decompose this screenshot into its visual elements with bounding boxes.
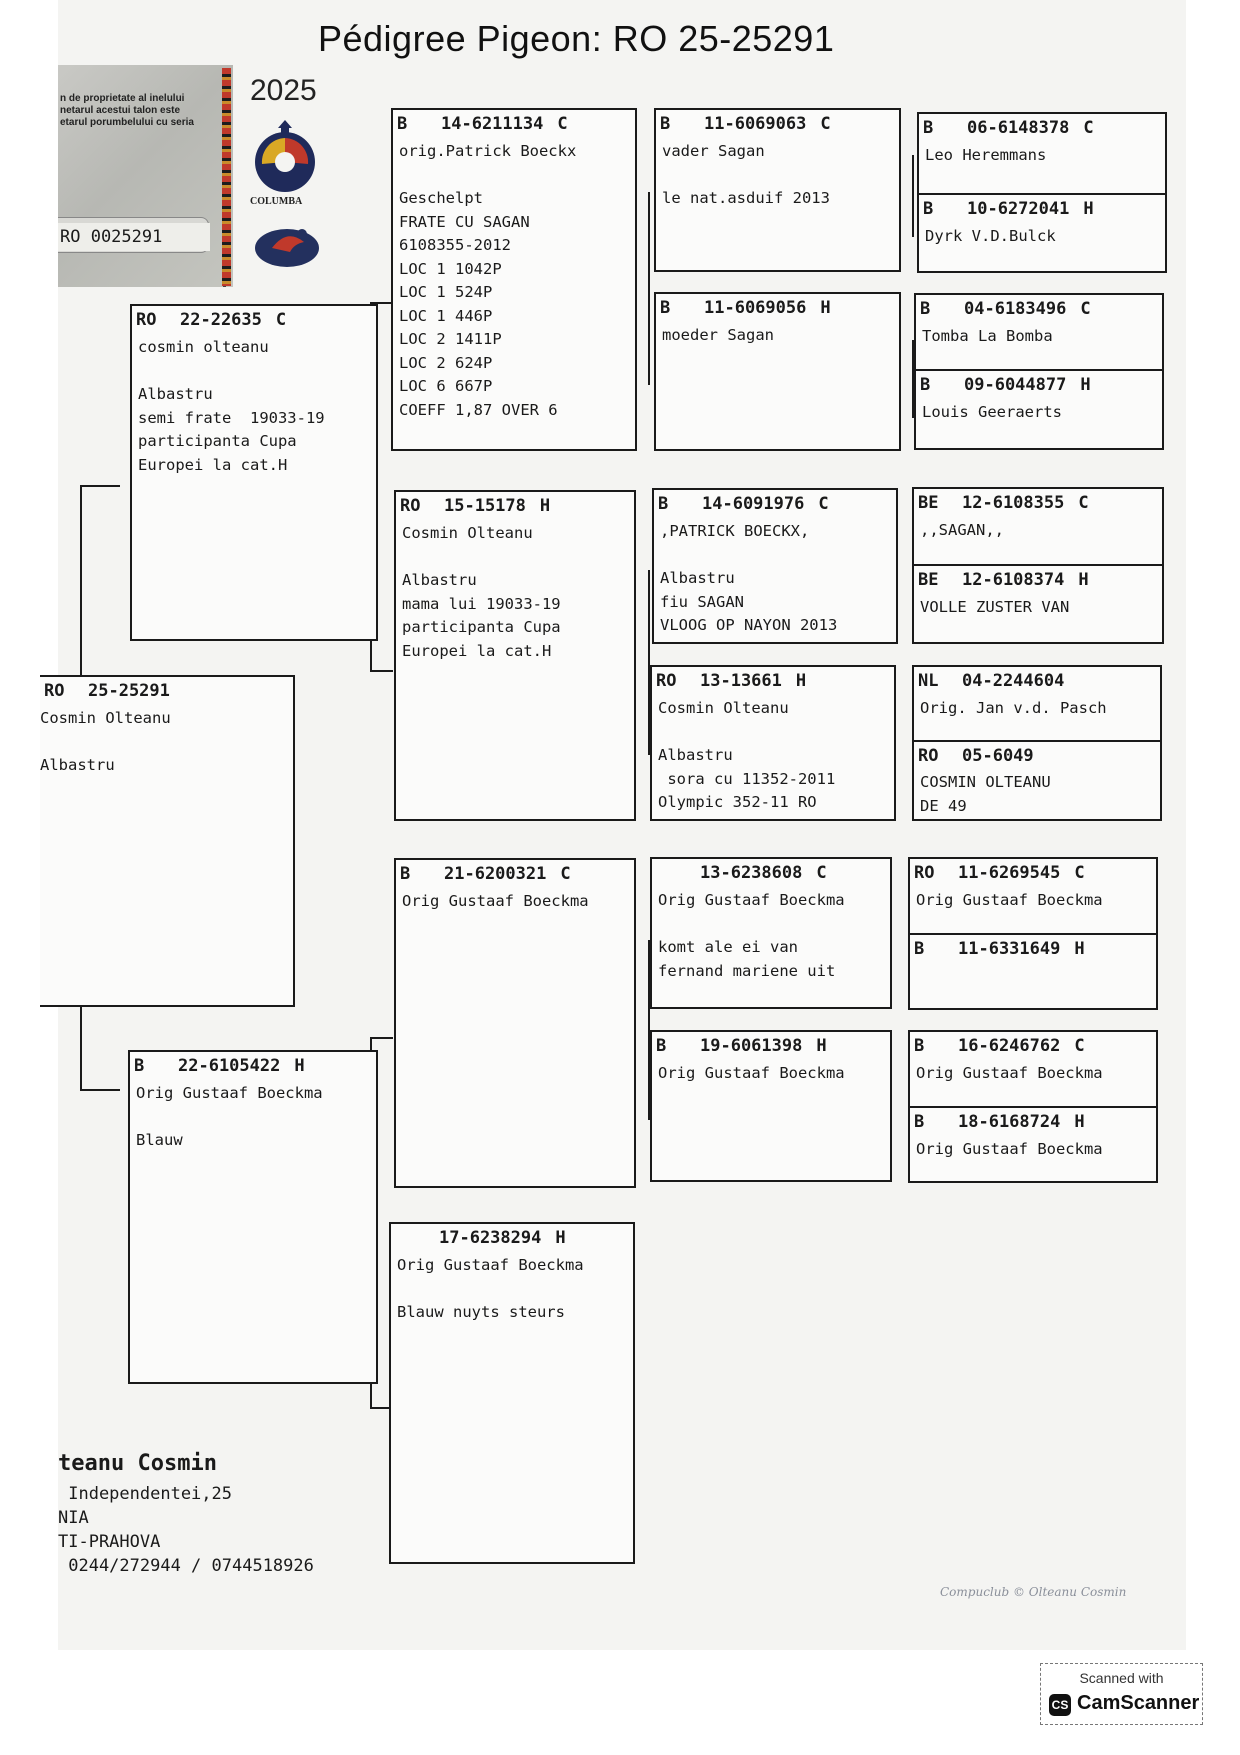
pigeon-box-fff[interactable]: B 11-6069063 C vader Sagan le nat.asduif 2013 [654, 108, 901, 272]
pigeon-box-mfmm[interactable]: B 18-6168724 H Orig Gustaaf Boeckma [908, 1106, 1158, 1183]
pigeon-box-fffm[interactable]: B 10-6272041 H Dyrk V.D.Bulck [917, 193, 1167, 273]
tricolor-stripe [222, 68, 231, 286]
pigeon-box-mfmf[interactable]: B 16-6246762 C Orig Gustaaf Boeckma [908, 1030, 1158, 1110]
ownership-card [58, 65, 233, 287]
pigeon-box-fmmf[interactable]: NL 04-2244604 Orig. Jan v.d. Pasch [912, 665, 1162, 744]
pigeon-box-sire-dam[interactable]: RO 15-15178 H Cosmin Olteanu Albastru mama lui 19033-19 participanta Cupa Europei la cat.H [394, 490, 636, 821]
owner-line: Independentei,25 [58, 1484, 232, 1504]
pigeon-box-fmf[interactable]: B 14-6091976 C ,PATRICK BOECKX, Albastru fiu SAGAN VLOOG OP NAYON 2013 [652, 488, 898, 644]
connector-line [80, 1089, 120, 1091]
columba-logo-icon [250, 118, 320, 196]
pigeon-box-dam-sire[interactable]: B 21-6200321 C Orig Gustaaf Boeckma [394, 858, 636, 1188]
year-badge: 2025 [250, 74, 317, 107]
connector-line [912, 155, 914, 237]
owner-line: TI-PRAHOVA [58, 1532, 161, 1552]
pigeon-box-fmm[interactable]: RO 13-13661 H Cosmin Olteanu Albastru sora cu 11352-2011 Olympic 352-11 RO [650, 665, 896, 821]
pigeon-box-dam-dam[interactable]: 17-6238294 H Orig Gustaaf Boeckma Blauw nuyts steurs [389, 1222, 635, 1564]
connector-line [370, 670, 393, 672]
camscanner-badge [1040, 1663, 1203, 1725]
owner-name: teanu Cosmin [58, 1451, 217, 1476]
pigeon-box-fmff[interactable]: BE 12-6108355 C ,,SAGAN,, [912, 487, 1164, 568]
card-ring-number: RO 0025291 [58, 223, 210, 251]
pigeon-box-ffmm[interactable]: B 09-6044877 H Louis Geeraerts [914, 369, 1164, 450]
owner-line: NIA [58, 1508, 89, 1528]
pigeon-box-ffmf[interactable]: B 04-6183496 C Tomba La Bomba [914, 293, 1164, 373]
pigeon-box-mffm[interactable]: B 11-6331649 H [908, 933, 1158, 1010]
pigeon-emblem-icon [252, 222, 322, 268]
page-title: Pédigree Pigeon: RO 25-25291 [318, 18, 835, 59]
pigeon-box-ffm[interactable]: B 11-6069056 H moeder Sagan [654, 292, 901, 451]
pigeon-box-fmmm[interactable]: RO 05-6049 COSMIN OLTEANU DE 49 [912, 740, 1162, 821]
pigeon-box-sire-sire[interactable]: B 14-6211134 C orig.Patrick Boeckx Geschelpt FRATE CU SAGAN 6108355-2012 LOC 1 1042P LOC 1 524P LOC 1 446P LOC 2 1411P LOC 2 624P LOC 6 667P COEFF 1,87 OVER 6 [391, 108, 637, 451]
pigeon-box-subject[interactable]: RO 25-25291 Cosmin Olteanu Albastru [40, 675, 295, 1007]
pigeon-box-fmfm[interactable]: BE 12-6108374 H VOLLE ZUSTER VAN [912, 564, 1164, 644]
pigeon-box-mff[interactable]: 13-6238608 C Orig Gustaaf Boeckma komt ale ei van fernand mariene uit [650, 857, 892, 1009]
owner-address [58, 1452, 314, 1578]
pigeon-box-dam[interactable]: B 22-6105422 H Orig Gustaaf Boeckma Blauw [128, 1050, 378, 1384]
pigeon-box-ffff[interactable]: B 06-6148378 C Leo Heremmans [917, 112, 1167, 197]
owner-phone: 0244/272944 / 0744518926 [58, 1556, 314, 1576]
card-text: n de proprietate al inelului netarul acestui talon este etarul porumbelului cu seria [60, 93, 194, 128]
pigeon-box-sire[interactable]: RO 22-22635 C cosmin olteanu Albastru semi frate 19033-19 participanta Cupa Europei la cat.H [130, 304, 378, 641]
footer-credit: Compuclub © Olteanu Cosmin [940, 1585, 1127, 1599]
connector-line [80, 485, 120, 487]
camscanner-caption: Scanned with [1079, 1670, 1164, 1686]
connector-line [370, 1037, 393, 1039]
connector-line [648, 192, 650, 385]
pigeon-box-mfff[interactable]: RO 11-6269545 C Orig Gustaaf Boeckma [908, 857, 1158, 937]
camscanner-name: CamScanner [1077, 1692, 1200, 1714]
columba-label: COLUMBA [250, 196, 303, 207]
pigeon-box-mfm[interactable]: B 19-6061398 H Orig Gustaaf Boeckma [650, 1030, 892, 1182]
camscanner-logo-icon: CS [1049, 1694, 1071, 1716]
